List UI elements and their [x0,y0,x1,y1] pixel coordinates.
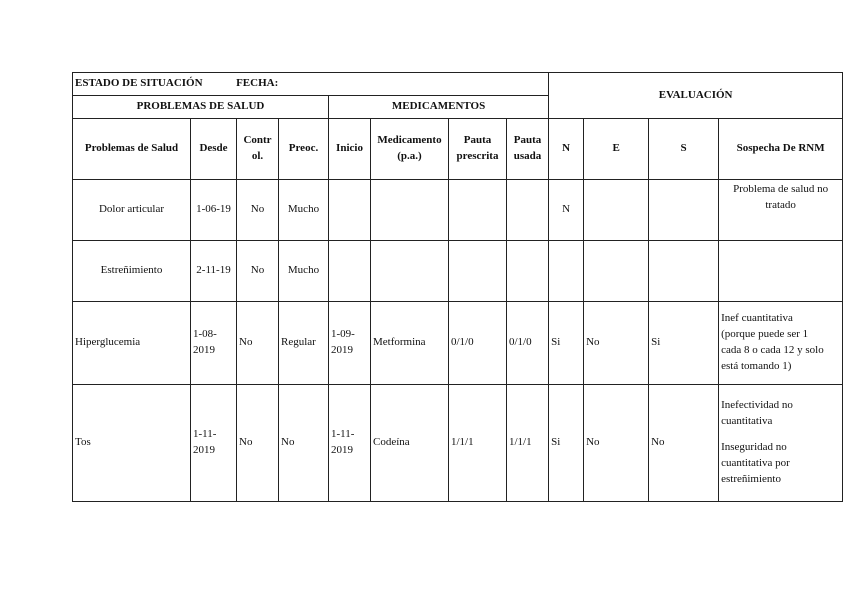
cell-problema: Estreñimiento [73,241,191,302]
estado-header-cell [73,73,549,96]
cell-problema: Dolor articular [73,180,191,241]
cell-n: Si [549,385,584,502]
cell-desde: 1-06-19 [191,180,237,241]
col-header-s: S [649,119,719,180]
cell-e: No [584,385,649,502]
col-header-preoc: Preoc. [279,119,329,180]
evaluacion-group-header: EVALUACIÓN [549,73,843,119]
cell-s: Si [649,302,719,385]
col-header-medicamento: Medicamento (p.a.) [371,119,449,180]
cell-pauta-usada: 0/1/0 [507,302,549,385]
cell-inicio [329,241,371,302]
cell-control: No [237,241,279,302]
cell-pauta-usada [507,180,549,241]
col-header-e: E [584,119,649,180]
cell-control: No [237,385,279,502]
cell-s: No [649,385,719,502]
col-header-sospecha: Sospecha De RNM [719,119,843,180]
table-row [73,180,843,241]
col-header-inicio: Inicio [329,119,371,180]
fecha-label: FECHA: [236,77,279,90]
cell-pauta-usada: 1/1/1 [507,385,549,502]
cell-desde: 1-08- 2019 [191,302,237,385]
problemas-group-header: PROBLEMAS DE SALUD [73,96,329,119]
table-row [73,241,843,302]
situation-table [72,72,843,502]
col-header-desde: Desde [191,119,237,180]
estado-label: ESTADO DE SITUACIÓN [75,77,203,90]
cell-control: No [237,180,279,241]
cell-sospecha [719,241,843,302]
col-header-pauta-usada: Pauta usada [507,119,549,180]
cell-pauta-prescrita [449,180,507,241]
cell-n: N [549,180,584,241]
cell-medicamento [371,241,449,302]
medicamentos-group-header: MEDICAMENTOS [329,96,549,119]
cell-pauta-usada [507,241,549,302]
cell-e: No [584,302,649,385]
cell-medicamento: Metformina [371,302,449,385]
cell-problema: Tos [73,385,191,502]
cell-control: No [237,302,279,385]
cell-s [649,241,719,302]
cell-preoc: Mucho [279,241,329,302]
cell-desde: 2-11-19 [191,241,237,302]
cell-preoc: Mucho [279,180,329,241]
cell-e [584,241,649,302]
col-header-problemas: Problemas de Salud [73,119,191,180]
cell-n: Si [549,302,584,385]
cell-n [549,241,584,302]
cell-pauta-prescrita: 1/1/1 [449,385,507,502]
cell-problema: Hiperglucemia [73,302,191,385]
cell-s [649,180,719,241]
cell-preoc: Regular [279,302,329,385]
cell-sospecha: Inef cuantitativa (porque puede ser 1 cada 8 o cada 12 y solo está tomando 1) [719,302,843,385]
cell-pauta-prescrita: 0/1/0 [449,302,507,385]
col-header-control: Contr ol. [237,119,279,180]
cell-desde: 1-11- 2019 [191,385,237,502]
cell-preoc: No [279,385,329,502]
cell-sospecha: Inefectividad no cuantitativa Inseguridad no cuantitativa por estreñimiento [719,385,843,502]
cell-pauta-prescrita [449,241,507,302]
cell-medicamento [371,180,449,241]
table-row [73,302,843,385]
cell-inicio: 1-11- 2019 [329,385,371,502]
cell-sospecha: Problema de salud no tratado [719,180,843,241]
table-row [73,385,843,502]
col-header-n: N [549,119,584,180]
cell-inicio [329,180,371,241]
cell-medicamento: Codeína [371,385,449,502]
col-header-pauta-prescrita: Pauta prescrita [449,119,507,180]
cell-e [584,180,649,241]
cell-inicio: 1-09- 2019 [329,302,371,385]
